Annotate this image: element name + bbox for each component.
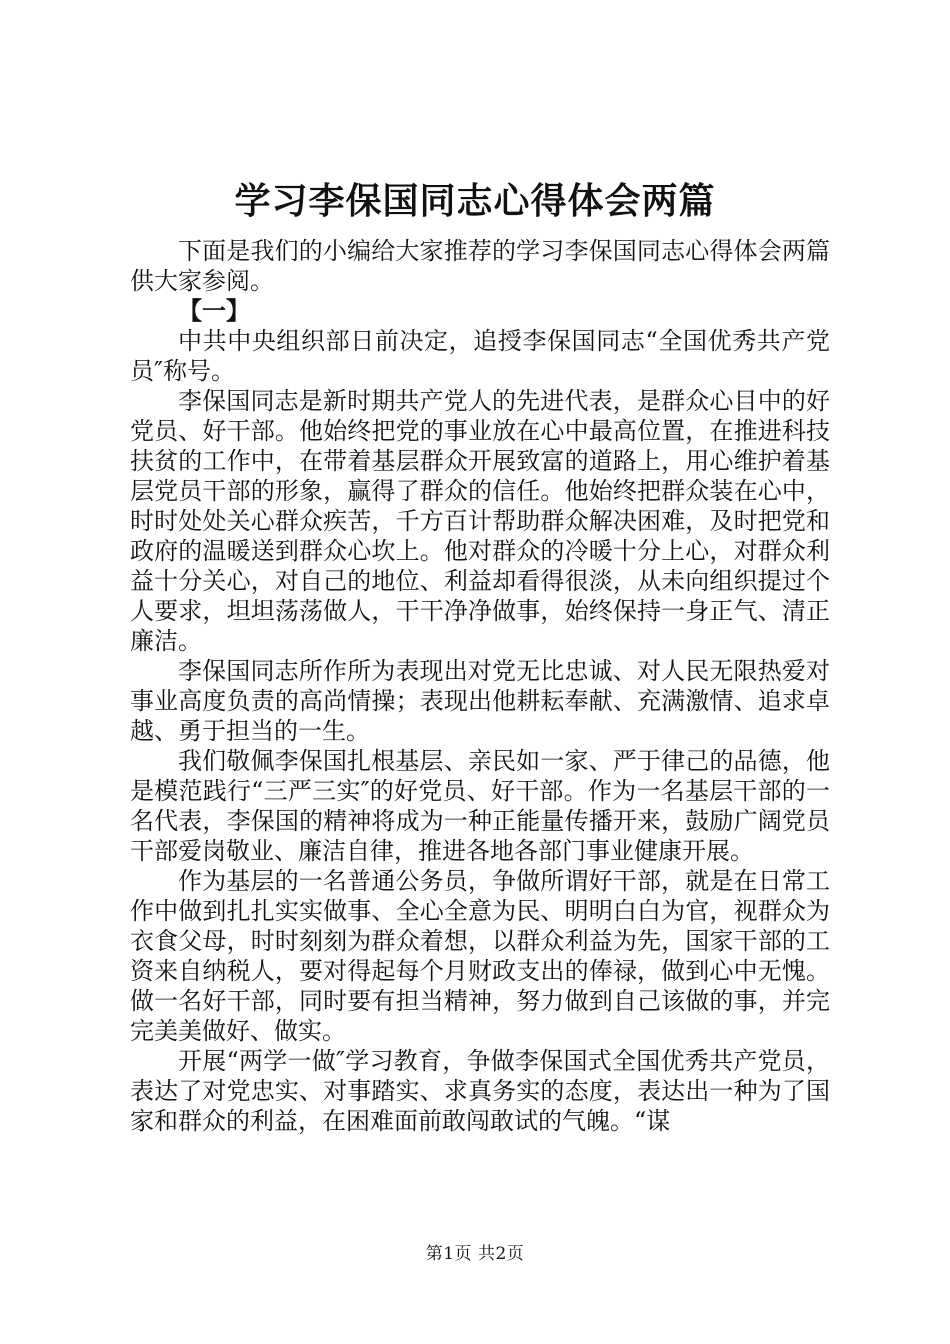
body-paragraph: 中共中央组织部日前决定，追授李保国同志“全国优秀共产党员″称号。	[130, 327, 830, 385]
page-footer: 第1页 共2页	[425, 1244, 525, 1264]
body-paragraph: 开展“两学一做″学习教育，争做李保国式全国优秀共产党员，表达了对党忠实、对事踏实、求真务实的态度，表达出一种为了国家和群众的利益，在困难面前敢闯敢试的气魄。“谋	[130, 1047, 830, 1135]
section-marker: 【一】	[178, 296, 250, 325]
document-body	[130, 236, 830, 1136]
intro-paragraph: 下面是我们的小编给大家推荐的学习李保国同志心得体会两篇供大家参阅。	[130, 237, 830, 295]
document-title: 学习李保国同志心得体会两篇	[234, 181, 716, 222]
body-paragraph: 我们敬佩李保国扎根基层、亲民如一家、严于律己的品德，他是模范践行“三严三实″的好党员、好干部。作为一名基层干部的一名代表，李保国的精神将成为一种正能量传播开来，鼓励广阔党员干部爱岗敬业、廉洁自律，推进各地各部门事业健康开展。	[130, 747, 830, 865]
body-paragraph: 李保国同志所作所为表现出对党无比忠诚、对人民无限热爱对事业高度负责的高尚情操；表现出他耕耘奉献、充满激情、追求卓越、勇于担当的一生。	[130, 657, 830, 745]
body-paragraph: 作为基层的一名普通公务员，争做所谓好干部，就是在日常工作中做到扎扎实实做事、全心全意为民、明明白白为官，视群众为衣食父母，时时刻刻为群众着想，以群众利益为先，国家干部的工资来自纳税人，要对得起每个月财政支出的俸禄，做到心中无愧。做一名好干部，同时要有担当精神，努力做到自己该做的事，并完完美美做好、做实。	[130, 867, 830, 1045]
body-paragraph: 李保国同志是新时期共产党人的先进代表，是群众心目中的好党员、好干部。他始终把党的事业放在心中最高位置，在推进科技扶贫的工作中，在带着基层群众开展致富的道路上，用心维护着基层党员干部的形象，赢得了群众的信任。他始终把群众装在心中，时时处处关心群众疾苦，千方百计帮助群众解决困难，及时把党和政府的温暖送到群众心坎上。他对群众的冷暖十分上心，对群众利益十分关心，对自己的地位、利益却看得很淡，从未向组织提过个人要求，坦坦荡荡做人，干干净净做事，始终保持一身正气、清正廉洁。	[130, 387, 830, 655]
